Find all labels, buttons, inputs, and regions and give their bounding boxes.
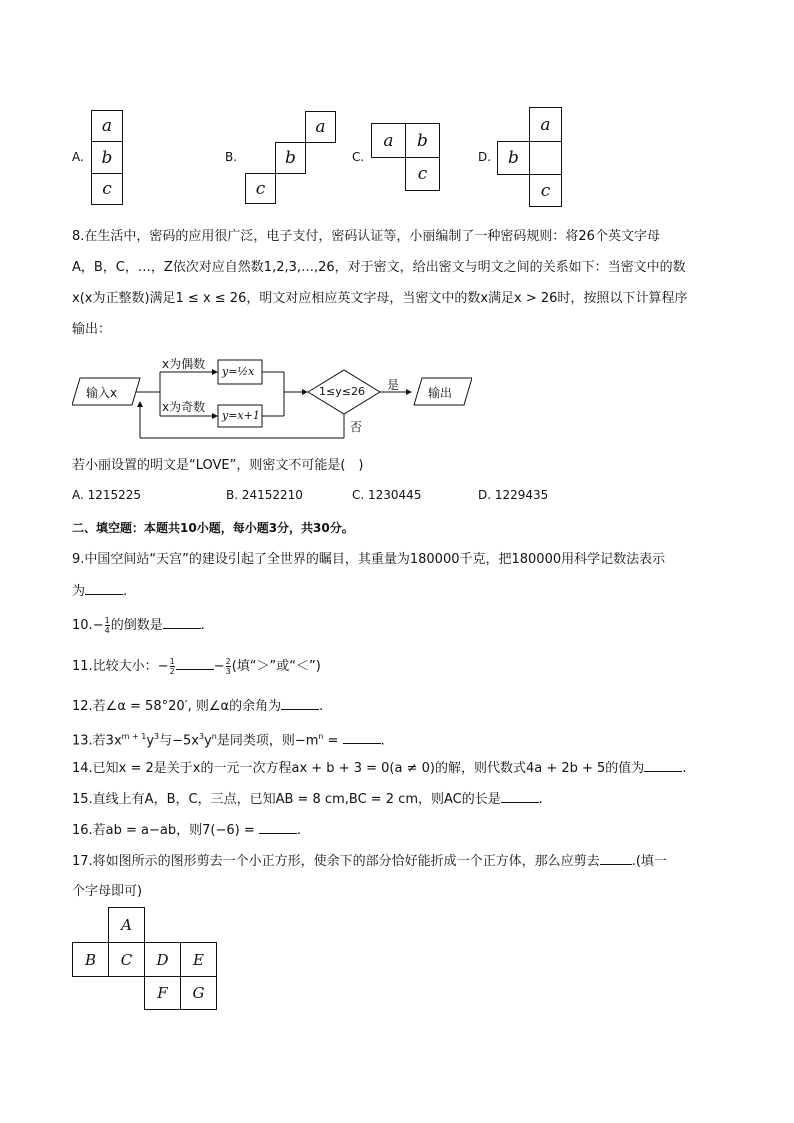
period: . [200, 618, 205, 633]
net-cell-b: B [72, 942, 109, 977]
q11-tail: (填“＞”或“＜”) [231, 659, 321, 674]
answer-blank [163, 616, 201, 629]
net-cell-a: A [108, 907, 145, 943]
net-cell: b [405, 123, 440, 158]
q13-text: y [146, 733, 155, 749]
flow-formula-odd: y=x+1 [222, 409, 260, 422]
answer-blank [600, 852, 632, 865]
option-label: B. [225, 150, 238, 164]
fraction-numerator: 1 [169, 657, 175, 666]
net-cell: a [371, 123, 406, 158]
q11-text: 11.比较大小： [72, 659, 158, 674]
exponent: n [318, 732, 324, 741]
section-2-heading: 二、填空题：本题共10小题，每小题3分，共30分。 [72, 521, 354, 535]
answer-blank [343, 731, 381, 744]
q16 [72, 821, 301, 840]
flow-yes-label: 是 [387, 378, 400, 392]
q8-option-c: C. 1230445 [352, 488, 422, 502]
net-cell: c [405, 157, 440, 191]
net-cell: c [91, 173, 123, 205]
net-cell: b [275, 142, 306, 174]
flow-no-label: 否 [350, 420, 363, 434]
q8-option-a: A. 1215225 [72, 488, 142, 502]
answer-blank [644, 759, 682, 772]
q8-line-3: x(x为正整数)满足1 ≤ x ≤ 26，明文对应相应英文字母，当密文中的数x满足x > 26时，按照以下计算程序 [72, 291, 688, 306]
answer-blank [85, 582, 123, 595]
net-cell-c: C [108, 942, 145, 977]
answer-blank [281, 697, 319, 710]
exponent: 3 [154, 732, 160, 741]
q10-number: 10. [72, 618, 93, 633]
flowchart-lines [72, 352, 472, 442]
q8-line-4: 输出： [72, 322, 112, 337]
q8-flowchart [72, 352, 472, 442]
fraction-denominator: 4 [104, 626, 110, 635]
q17-text: 17.将如图所示的图形剪去一个小正方形，使余下的部分恰好能折成一个正方体，那么应剪去 [72, 854, 600, 869]
q12-text: 12.若∠α = 58°20′, 则∠α的余角为 [72, 699, 282, 714]
q9-line-2 [72, 582, 127, 601]
net-cell: b [91, 141, 123, 174]
q15-text: 15.直线上有A，B，C，三点，已知AB = 8 cm,BC = 2 cm，则AC的长是 [72, 792, 501, 807]
period: . [123, 584, 128, 599]
q17-text: .(填一 [631, 854, 667, 869]
fraction [226, 657, 231, 676]
q13 [72, 728, 385, 750]
answer-blank [259, 821, 297, 834]
q16-text: 16.若ab = a−ab，则7(−6) = [72, 823, 259, 838]
net-cell-empty [529, 141, 562, 175]
net-cell-e: E [180, 942, 217, 977]
period: . [319, 699, 324, 714]
flow-output-label: 输出 [428, 386, 453, 400]
exponent: n [211, 732, 217, 741]
neg-sign: − [157, 659, 169, 674]
answer-blank [176, 657, 214, 670]
flow-odd-label: x为奇数 [162, 400, 206, 414]
net-cell-f: F [144, 976, 181, 1010]
option-label: C. [352, 150, 365, 164]
option-label: D. [478, 150, 492, 164]
fraction-numerator: 1 [104, 616, 110, 625]
period: . [682, 761, 687, 776]
flow-condition: 1≤y≤26 [319, 385, 365, 398]
q9-line-1: 9.中国空间站“天宫”的建设引起了全世界的瞩目，其重量为180000千克，把180000用科学记数法表示 [72, 552, 666, 567]
flow-even-label: x为偶数 [162, 357, 206, 371]
q10-text: 的倒数是 [110, 618, 163, 633]
q17-line-2: 个字母即可) [72, 884, 143, 899]
net-cell: c [529, 174, 562, 207]
period: . [380, 733, 385, 749]
net-cell: b [497, 141, 530, 175]
q12 [72, 697, 323, 716]
exponent: m + 1 [121, 732, 147, 741]
q8-question: 若小丽设置的明文是“LOVE”，则密文不可能是( ) [72, 458, 364, 473]
exponent: 3 [198, 732, 205, 741]
q8-option-d: D. 1229435 [478, 488, 549, 502]
fraction-denominator: 3 [225, 667, 231, 676]
period: . [538, 792, 543, 807]
q13-text: 与−5x [159, 733, 199, 749]
q10 [72, 616, 205, 635]
flow-input-label: 输入x [86, 386, 118, 400]
fraction-denominator: 2 [169, 667, 175, 676]
q15 [72, 790, 543, 809]
q10-neg: − [92, 618, 104, 633]
net-cell: c [245, 173, 276, 204]
q8-option-b: B. 24152210 [226, 488, 303, 502]
net-cell-g: G [180, 976, 217, 1010]
q14-text: 14.已知x = 2是关于x的一元一次方程ax + b + 3 = 0(a ≠ 0)的解，则代数式4a + 2b + 5的值为 [72, 761, 645, 776]
q17-line-1 [72, 852, 667, 871]
q13-text: 是同类项，则−m [216, 733, 319, 749]
net-cell-d: D [144, 942, 181, 977]
answer-blank [501, 790, 539, 803]
neg-sign: − [213, 659, 225, 674]
fraction-numerator: 2 [225, 657, 231, 666]
q9-line-2-text: 为 [72, 584, 86, 599]
net-cell: a [91, 110, 123, 142]
q8-line-2: A，B，C，…，Z依次对应自然数1,2,3,…,26，对于密文，给出密文与明文之间的关系如下：当密文中的数 [72, 260, 686, 275]
q13-text: 13.若3x [72, 733, 122, 749]
net-cell: a [529, 107, 562, 142]
q13-text: y [204, 733, 212, 749]
q13-text: = [323, 733, 343, 749]
fraction [170, 657, 175, 676]
fraction [105, 616, 110, 635]
flow-formula-even: y=½x [222, 365, 255, 378]
q14 [72, 759, 686, 778]
period: . [296, 823, 302, 838]
q11 [72, 657, 321, 676]
net-cell: a [305, 111, 336, 143]
q8-line-1: 8.在生活中，密码的应用很广泛，电子支付，密码认证等，小丽编制了一种密码规则：将26个英文字母 [72, 229, 660, 244]
option-label: A. [72, 150, 84, 164]
